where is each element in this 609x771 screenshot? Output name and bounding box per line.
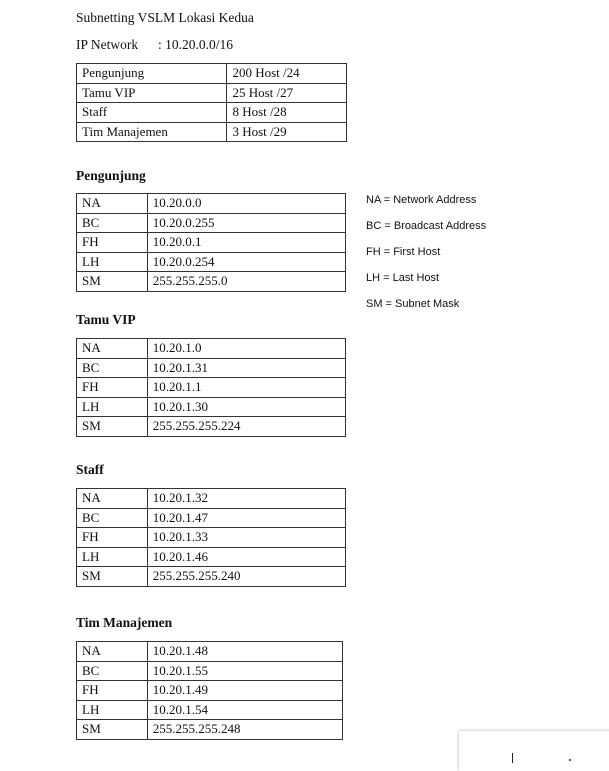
row-key: LH	[77, 397, 148, 417]
table-row	[77, 194, 346, 214]
row-key: NA	[77, 489, 148, 509]
section-title-tamu-vip: Tamu VIP	[76, 312, 136, 327]
section-table-staff	[76, 488, 346, 587]
row-value: 10.20.1.55	[147, 661, 342, 681]
legend-item: NA = Network Address	[366, 194, 477, 206]
row-value: 10.20.0.255	[147, 213, 345, 233]
row-value: 10.20.1.0	[147, 339, 345, 359]
section-table-pengunjung	[76, 193, 346, 292]
row-key: SM	[77, 272, 148, 292]
row-key: FH	[77, 681, 148, 701]
row-key: NA	[77, 194, 148, 214]
row-key: NA	[77, 642, 148, 662]
row-value: 10.20.1.49	[147, 681, 342, 701]
table-row	[77, 547, 346, 567]
summary-name-cell: Pengunjung	[77, 64, 227, 84]
table-row	[77, 339, 346, 359]
section-title-staff: Staff	[76, 462, 104, 477]
table-row	[77, 378, 346, 398]
table-row	[77, 122, 347, 142]
table-row	[77, 417, 346, 437]
row-value: 10.20.1.31	[147, 358, 345, 378]
summary-hosts-cell: 25 Host /27	[227, 83, 347, 103]
ip-network-label: IP Network	[76, 37, 139, 52]
document-title: Subnetting VSLM Lokasi Kedua	[76, 10, 254, 25]
row-key: LH	[77, 547, 148, 567]
section-title-pengunjung: Pengunjung	[76, 168, 146, 183]
row-key: LH	[77, 700, 148, 720]
table-row	[77, 567, 346, 587]
summary-table	[76, 63, 347, 142]
summary-hosts-cell: 200 Host /24	[227, 64, 347, 84]
row-key: FH	[77, 233, 148, 253]
ip-network-value: : 10.20.0.0/16	[158, 37, 234, 52]
row-key: SM	[77, 720, 148, 740]
row-key: BC	[77, 358, 148, 378]
table-row	[77, 233, 346, 253]
page-fragment-mark	[512, 753, 513, 763]
ip-network-line	[76, 37, 233, 53]
table-row	[77, 397, 346, 417]
section-table-tim-manajemen	[76, 641, 343, 740]
section-table-tamu-vip	[76, 338, 346, 437]
row-value: 255.255.255.240	[147, 567, 345, 587]
table-row	[77, 64, 347, 84]
table-row	[77, 700, 343, 720]
section-title-tim-manajemen: Tim Manajemen	[76, 615, 173, 630]
row-key: FH	[77, 378, 148, 398]
row-key: SM	[77, 417, 148, 437]
row-key: NA	[77, 339, 148, 359]
row-value: 10.20.1.30	[147, 397, 345, 417]
summary-hosts-cell: 3 Host /29	[227, 122, 347, 142]
row-value: 10.20.1.54	[147, 700, 342, 720]
table-row	[77, 720, 343, 740]
row-value: 255.255.255.224	[147, 417, 345, 437]
row-key: FH	[77, 528, 148, 548]
table-row	[77, 681, 343, 701]
row-key: BC	[77, 213, 148, 233]
page-fragment-dot	[569, 759, 571, 761]
table-row	[77, 508, 346, 528]
abbreviation-legend	[366, 193, 486, 323]
row-key: LH	[77, 252, 148, 272]
table-row	[77, 83, 347, 103]
overlapping-page-fragment	[459, 731, 609, 771]
row-value: 255.255.255.0	[147, 272, 345, 292]
legend-item: LH = Last Host	[366, 272, 440, 284]
row-value: 10.20.1.47	[147, 508, 345, 528]
table-row	[77, 358, 346, 378]
table-row	[77, 642, 343, 662]
row-value: 10.20.1.46	[147, 547, 345, 567]
legend-item: FH = First Host	[366, 246, 441, 258]
legend-item: SM = Subnet Mask	[366, 298, 460, 310]
summary-name-cell: Tim Manajemen	[77, 122, 227, 142]
row-value: 10.20.1.33	[147, 528, 345, 548]
table-row	[77, 272, 346, 292]
row-key: SM	[77, 567, 148, 587]
legend-item: BC = Broadcast Address	[366, 220, 487, 232]
row-key: BC	[77, 661, 148, 681]
summary-name-cell: Tamu VIP	[77, 83, 227, 103]
table-row	[77, 489, 346, 509]
row-value: 255.255.255.248	[147, 720, 342, 740]
row-value: 10.20.0.0	[147, 194, 345, 214]
table-row	[77, 661, 343, 681]
row-value: 10.20.0.1	[147, 233, 345, 253]
row-value: 10.20.1.1	[147, 378, 345, 398]
table-row	[77, 103, 347, 123]
table-row	[77, 252, 346, 272]
summary-name-cell: Staff	[77, 103, 227, 123]
row-key: BC	[77, 508, 148, 528]
table-row	[77, 213, 346, 233]
summary-hosts-cell: 8 Host /28	[227, 103, 347, 123]
row-value: 10.20.1.32	[147, 489, 345, 509]
row-value: 10.20.1.48	[147, 642, 342, 662]
row-value: 10.20.0.254	[147, 252, 345, 272]
table-row	[77, 528, 346, 548]
